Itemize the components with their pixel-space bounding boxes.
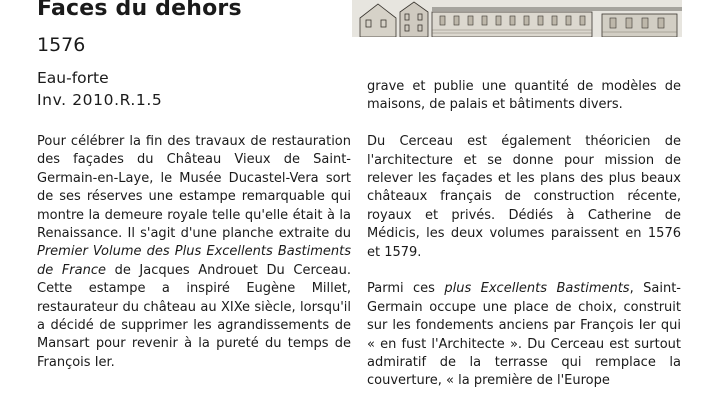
inventory-number: Inv. 2010.R.1.5 bbox=[37, 91, 163, 109]
engraving-chateau-facade-icon bbox=[352, 0, 682, 37]
paragraph-intro-text-a: Pour célébrer la fin des travaux de restauration des façades du Château Vieux de Saint-Germain-en-Laye, le Musée Ducastel-Vera sort de ses réserves une estampe remarquable qui montre la demeure royale telle qu'elle était à la Renaissance. Il s'agit d'une planche extraite du bbox=[37, 134, 351, 242]
paragraph-intro-text-b: de Jacques Androuet Du Cerceau. Cette estampe a inspiré Eugène Millet, restaurateur du château au XIXe siècle, lorsqu'il a décidé de supprimer les agrandissements de Mansart pour revenir à la pureté du temps de François Ier. bbox=[37, 262, 351, 370]
paragraph-saint-germain-text-a: Parmi ces bbox=[367, 281, 445, 297]
paragraph-continuation: grave et publie une quantité de modèles de maisons, de palais et bâtiments divers. bbox=[367, 79, 681, 113]
paragraph-theorist: Du Cerceau est également théoricien de l'architecture et se donne pour mission de relever les façades et les plans des plus beaux châteaux français de construction récente, royaux et privés. Dédiés à Catherine de Médicis, les deux volumes paraissent en 1576 et 1579. bbox=[367, 134, 681, 260]
text-column-left bbox=[37, 133, 351, 372]
engraving-image bbox=[352, 0, 682, 37]
book-short-title-italic: plus Excellents Bastiments bbox=[444, 281, 630, 297]
artwork-title: Faces du dehors bbox=[37, 0, 242, 21]
text-column-right bbox=[367, 78, 681, 391]
paragraph-saint-germain bbox=[367, 280, 681, 390]
paragraph-saint-germain-text-b: , Saint-Germain occupe une place de choix, construit sur les fondements anciens par François Ier qui « en fust l'Architecte ». Du Cerceau est surtout admiratif de la terrasse qui remplace la couverture, « la première de l'Europe bbox=[367, 281, 681, 389]
book-title-italic: Premier Volume des Plus Excellents Bastiments de France bbox=[37, 244, 351, 278]
artwork-year: 1576 bbox=[37, 34, 86, 56]
artwork-technique: Eau-forte bbox=[37, 69, 109, 87]
paragraph-intro bbox=[37, 133, 351, 372]
